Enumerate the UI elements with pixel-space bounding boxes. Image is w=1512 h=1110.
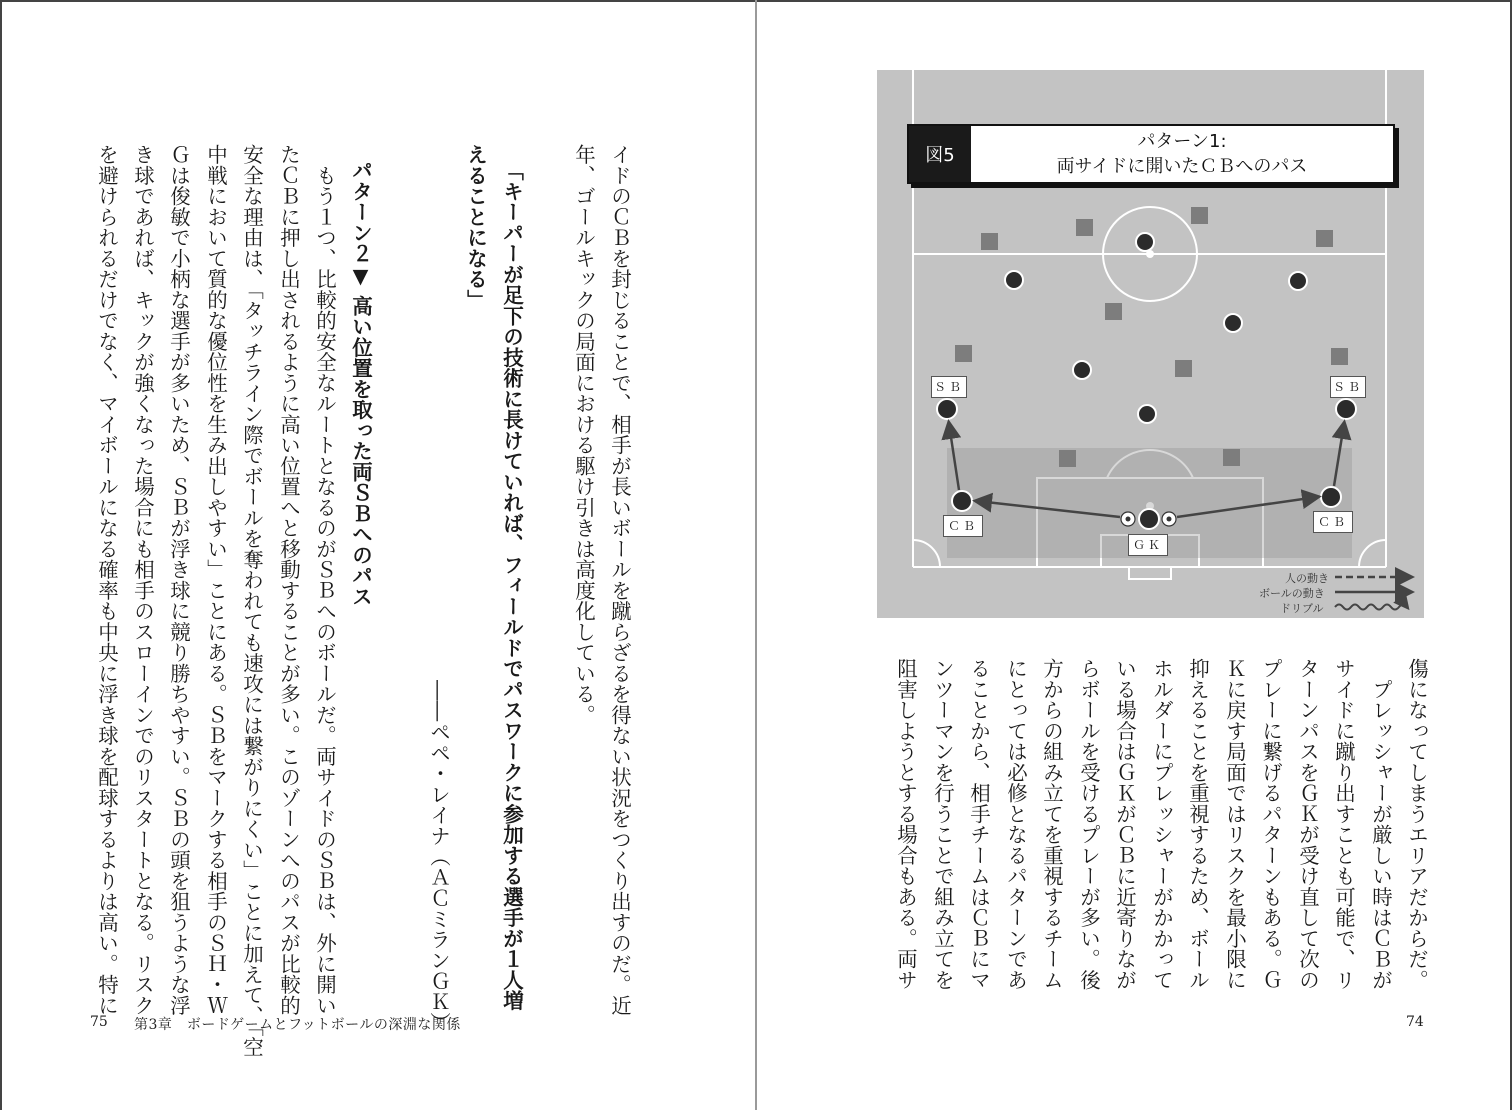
- dribble-legend-line: [1335, 605, 1407, 610]
- figure-caption: [907, 124, 1395, 184]
- page-number: 74: [1406, 1014, 1424, 1030]
- opponent-marker: [1059, 450, 1076, 467]
- figure-label: 図5: [909, 126, 971, 182]
- body-column: Ｇは俊敏で小柄な選手が多いため、ＳＢが浮き球に競り勝ちやすい。ＳＢの頭を狙うような浮: [166, 144, 191, 1016]
- body-column: 方からの組み立てを重視するチーム: [1039, 658, 1064, 990]
- legend-lines: [1335, 577, 1410, 610]
- body-column: いる場合はＧＫがＣＢに近寄りなが: [1112, 658, 1137, 990]
- figure-title-line: 両サイドに開いたＣＢへのパス: [1056, 156, 1308, 177]
- player-marker: [1289, 272, 1307, 290]
- cb-right-label: ＣＢ: [1313, 511, 1353, 533]
- opponent-marker: [981, 233, 998, 250]
- sb-left-marker: [937, 399, 957, 419]
- body-column: 安全な理由は、「タッチライン際でボールを奪われても速攻には繋がりにくい」ことに加えて、「空: [239, 144, 264, 1058]
- body-column: ンツーマンを行うことで組み立てを: [930, 658, 955, 990]
- body-column: らボールを受けるプレーが多い。後: [1076, 658, 1101, 990]
- legend-movement: 人の動き: [1285, 572, 1329, 585]
- running-head: 第3章 ボードゲームとフットボールの深淵な関係: [134, 1017, 461, 1033]
- cb-left-label: ＣＢ: [943, 515, 983, 537]
- body-column: たＣＢに押し出されるように高い位置へと移動することが多い。このゾーンへのパスが比較的: [276, 144, 301, 1016]
- pull-quote: 「キーパーが足下の技術に長けていれば、フィールドでパスワークに参加する選手が１人増: [499, 160, 524, 1011]
- opponent-marker: [1076, 219, 1093, 236]
- cb-right-marker: [1321, 487, 1341, 507]
- opponent-marker: [1223, 449, 1240, 466]
- page-fold: [755, 0, 757, 1110]
- pull-quote: えることになる」: [463, 144, 488, 310]
- player-marker: [1224, 314, 1242, 332]
- section-heading: パターン２▼ 高い位置を取った両ＳＢへのパス: [348, 160, 373, 607]
- body-column: を避けられるだけでなく、マイボールになる確率も中央に浮き球を配球するよりは高い。特に: [94, 144, 119, 1016]
- opponent-marker: [1105, 303, 1122, 320]
- body-column: サイドに蹴り出すことも可能で、リ: [1331, 658, 1356, 990]
- body-column: 中戦において質的な優位性を生み出しやすい」ことにある。ＳＢをマークする相手のＳＨ・Ｗ: [203, 144, 228, 1016]
- sb-left-label: ＳＢ: [931, 376, 967, 398]
- figure-title-line: パターン1:: [1137, 131, 1227, 152]
- player-marker: [1073, 361, 1091, 379]
- body-column: もう１つ、比較的安全なルートとなるのがＳＢへのボールだ。両サイドのＳＢは、外に開い: [312, 144, 337, 1016]
- body-column: ホルダーにプレッシャーがかかって: [1149, 658, 1174, 990]
- player-marker: [1005, 271, 1023, 289]
- opponent-marker: [1175, 360, 1192, 377]
- page-number: 75: [90, 1014, 108, 1030]
- page-edge: [0, 0, 2, 1110]
- body-column: Ｋに戻す局面ではリスクを最小限に: [1222, 658, 1247, 990]
- cb-left-marker: [952, 491, 972, 511]
- sb-right-marker: [1336, 399, 1356, 419]
- gk-marker: [1139, 509, 1159, 529]
- body-column: 年、ゴールキックの局面における駆け引きは高度化している。: [571, 144, 596, 725]
- legend-dribble: ドリブル: [1280, 602, 1324, 615]
- opponent-marker: [955, 345, 972, 362]
- body-column: 抑えることを重視するため、ボール: [1185, 658, 1210, 990]
- opponent-marker: [1331, 348, 1348, 365]
- body-column: 傷になってしまうエリアだからだ。: [1404, 658, 1429, 990]
- player-marker: [1138, 405, 1156, 423]
- player-marker: [1136, 233, 1154, 251]
- body-column: にとっては必修となるパターンであ: [1003, 658, 1028, 990]
- figure-title: [971, 126, 1393, 182]
- body-column: ターンパスをＧＫが受け直して次の: [1295, 658, 1320, 990]
- gk-label: ＧＫ: [1128, 534, 1168, 556]
- body-column: 阻害しようとする場合もある。両サ: [893, 658, 918, 990]
- body-column: き球であれば、キックが強くなった場合にも相手のスローインでのリスタートとなる。リスク: [130, 144, 155, 1016]
- sb-right-label: ＳＢ: [1330, 376, 1366, 398]
- quote-attribution: ――ペペ・レイナ（ＡＣミランＧＫ）: [426, 680, 451, 1033]
- opponent-marker: [1191, 207, 1208, 224]
- body-column: ることから、相手チームはＣＢにマ: [966, 658, 991, 990]
- body-column: プレッシャーが厳しい時はＣＢが: [1368, 658, 1393, 990]
- opponent-marker: [1316, 230, 1333, 247]
- body-column: イドのＣＢを封じることで、相手が長いボールを蹴らざるを得ない状況をつくり出すのだ。近: [607, 144, 632, 1016]
- legend-ball: ボールの動き: [1259, 587, 1325, 600]
- body-column: プレーに繋げるパターンもある。Ｇ: [1258, 658, 1283, 990]
